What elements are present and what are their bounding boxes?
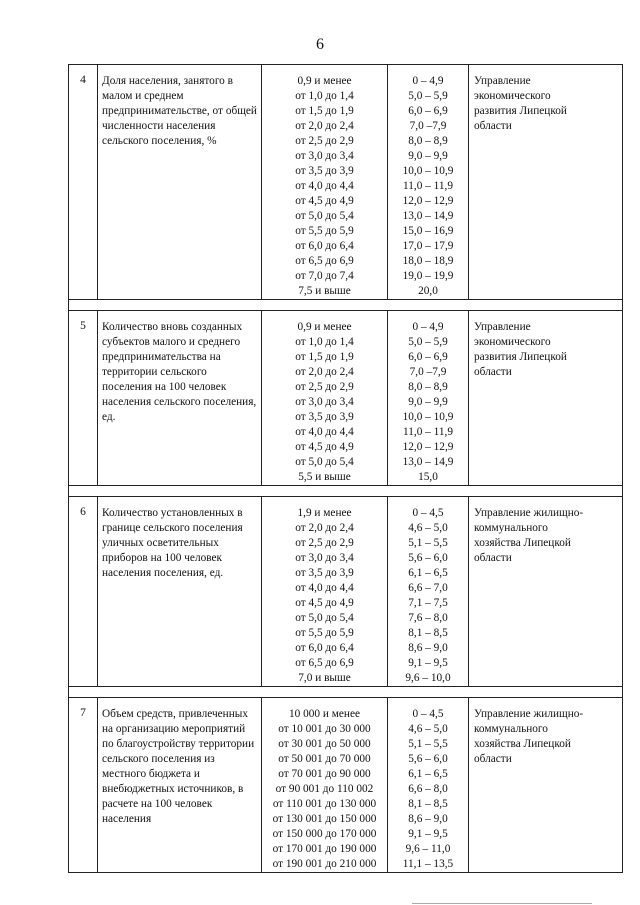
score-ranges [388,497,469,687]
score-item: 5,1 – 5,5 [408,738,448,750]
score-ranges [388,698,469,873]
range-item: от 2,5 до 2,9 [295,537,354,549]
department-line: коммунального [474,522,548,534]
range-item: от 3,5 до 3,9 [295,567,354,579]
department-line: Управление жилищно- [474,507,584,519]
score-ranges [388,65,469,300]
score-item: 12,0 – 12,9 [402,195,454,207]
range-item: от 3,0 до 3,4 [295,150,354,162]
value-ranges [262,65,388,300]
page-number: 6 [316,36,324,53]
department-line: области [474,552,512,564]
range-item: от 5,5 до 5,9 [295,627,354,639]
score-item: 8,0 – 8,9 [408,135,448,147]
score-item: 9,1 – 9,5 [408,828,448,840]
row-number: 7 [69,698,98,873]
range-item: от 6,0 до 6,4 [295,240,354,252]
range-item: 1,9 и менее [297,507,352,519]
score-item: 15,0 – 16,9 [402,225,454,237]
department-line: хозяйства Липецкой [474,738,571,750]
range-item: от 4,0 до 4,4 [295,426,354,438]
score-item: 9,6 – 10,0 [405,672,451,684]
score-ranges [388,311,469,486]
score-item: 17,0 – 17,9 [402,240,454,252]
responsible-department [469,311,623,486]
indicator-name: Объем средств, привлеченных на организацию мероприятий по благоустройству территории сельского поселения из местного бюджета и внебюджетных источников, в расчете на 100 человек населения [98,698,262,873]
score-item: 4,6 – 5,0 [408,723,448,735]
department-line: экономического [474,90,551,102]
score-item: 5,0 – 5,9 [408,336,448,348]
range-item: от 30 001 до 50 000 [278,738,371,750]
score-item: 8,6 – 9,0 [408,813,448,825]
range-item: от 1,0 до 1,4 [295,336,354,348]
range-item: от 2,0 до 2,4 [295,366,354,378]
indicator-name: Количество установленных в границе сельского поселения уличных осветительных приборов на 100 человек населения поселения, ед. [98,497,262,687]
row-number: 5 [69,311,98,486]
department-line: Управление жилищно- [474,708,584,720]
score-item: 6,0 – 6,9 [408,351,448,363]
score-item: 10,0 – 10,9 [402,411,454,423]
department-line: развития Липецкой [474,351,567,363]
range-item: от 5,5 до 5,9 [295,225,354,237]
row-number: 4 [69,65,98,300]
score-item: 7,0 –7,9 [409,120,447,132]
score-item: 12,0 – 12,9 [402,441,454,453]
range-item: от 10 001 до 30 000 [278,723,371,735]
department-line: Управление [474,321,531,333]
score-item: 9,1 – 9,5 [408,657,448,669]
score-item: 6,1 – 6,5 [408,567,448,579]
row-number: 6 [69,497,98,687]
score-item: 19,0 – 19,9 [402,270,454,282]
row-gap [69,687,623,698]
range-item: от 2,0 до 2,4 [295,522,354,534]
score-item: 8,1 – 8,5 [408,798,448,810]
range-item: от 170 001 до 190 000 [272,843,377,855]
range-item: 0,9 и менее [297,321,352,333]
score-item: 20,0 [418,285,438,297]
score-item: 4,6 – 5,0 [408,522,448,534]
score-item: 13,0 – 14,9 [402,210,454,222]
score-item: 0 – 4,9 [412,321,444,333]
range-item: от 130 001 до 150 000 [272,813,377,825]
range-item: 7,5 и выше [298,285,351,297]
score-item: 11,0 – 11,9 [403,426,453,438]
score-item: 9,6 – 11,0 [405,843,451,855]
value-ranges [262,311,388,486]
range-item: от 2,5 до 2,9 [295,381,354,393]
score-item: 7,0 –7,9 [409,366,447,378]
score-item: 18,0 – 18,9 [402,255,454,267]
score-item: 15,0 [418,471,438,483]
score-item: 13,0 – 14,9 [402,456,454,468]
range-item: от 3,0 до 3,4 [295,552,354,564]
table-row [69,311,623,486]
range-item: от 4,5 до 4,9 [295,597,354,609]
range-item: от 4,0 до 4,4 [295,180,354,192]
responsible-department [469,65,623,300]
department-line: области [474,366,512,378]
range-item: от 1,0 до 1,4 [295,90,354,102]
range-item: от 150 000 до 170 000 [272,828,377,840]
bottom-rule [412,903,592,904]
score-item: 6,0 – 6,9 [408,105,448,117]
score-item: 6,6 – 8,0 [408,783,448,795]
criteria-table [68,64,623,873]
range-item: от 50 001 до 70 000 [278,753,371,765]
score-item: 0 – 4,9 [412,75,444,87]
range-item: от 2,5 до 2,9 [295,135,354,147]
indicator-name: Доля населения, занятого в малом и среднем предпринимательстве, от общей численности населения сельского поселения, % [98,65,262,300]
department-line: экономического [474,336,551,348]
responsible-department [469,497,623,687]
range-item: от 2,0 до 2,4 [295,120,354,132]
department-line: Управление [474,75,531,87]
range-item: от 1,5 до 1,9 [295,105,354,117]
range-item: от 190 001 до 210 000 [272,858,377,870]
table-row [69,497,623,687]
range-item: от 70 001 до 90 000 [278,768,371,780]
range-item: от 3,5 до 3,9 [295,165,354,177]
row-gap [69,486,623,497]
range-item: от 6,5 до 6,9 [295,255,354,267]
range-item: от 6,0 до 6,4 [295,642,354,654]
score-item: 7,1 – 7,5 [408,597,448,609]
score-item: 8,0 – 8,9 [408,381,448,393]
department-line: развития Липецкой [474,105,567,117]
score-item: 7,6 – 8,0 [408,612,448,624]
range-item: от 5,0 до 5,4 [295,456,354,468]
score-item: 5,6 – 6,0 [408,552,448,564]
department-line: области [474,120,512,132]
department-line: коммунального [474,723,548,735]
value-ranges [262,698,388,873]
range-item: 7,0 и выше [298,672,351,684]
range-item: от 4,0 до 4,4 [295,582,354,594]
range-item: 0,9 и менее [297,75,352,87]
score-item: 5,6 – 6,0 [408,753,448,765]
score-item: 8,1 – 8,5 [408,627,448,639]
range-item: от 3,0 до 3,4 [295,396,354,408]
range-item: от 5,0 до 5,4 [295,612,354,624]
row-gap [69,300,623,311]
table-row [69,698,623,873]
score-item: 11,0 – 11,9 [403,180,453,192]
score-item: 5,1 – 5,5 [408,537,448,549]
score-item: 11,1 – 13,5 [402,858,454,870]
range-item: от 6,5 до 6,9 [295,657,354,669]
range-item: от 1,5 до 1,9 [295,351,354,363]
score-item: 0 – 4,5 [412,708,444,720]
range-item: от 7,0 до 7,4 [295,270,354,282]
value-ranges [262,497,388,687]
range-item: от 4,5 до 4,9 [295,441,354,453]
range-item: 5,5 и выше [298,471,351,483]
responsible-department [469,698,623,873]
department-line: хозяйства Липецкой [474,537,571,549]
score-item: 10,0 – 10,9 [402,165,454,177]
range-item: 10 000 и менее [289,708,360,720]
range-item: от 3,5 до 3,9 [295,411,354,423]
score-item: 9,0 – 9,9 [408,150,448,162]
score-item: 9,0 – 9,9 [408,396,448,408]
score-item: 8,6 – 9,0 [408,642,448,654]
score-item: 5,0 – 5,9 [408,90,448,102]
score-item: 6,1 – 6,5 [408,768,448,780]
range-item: от 90 001 до 110 002 [275,783,374,795]
score-item: 0 – 4,5 [412,507,444,519]
range-item: от 5,0 до 5,4 [295,210,354,222]
table-row [69,65,623,300]
range-item: от 110 001 до 130 000 [272,798,377,810]
department-line: области [474,753,512,765]
range-item: от 4,5 до 4,9 [295,195,354,207]
indicator-name: Количество вновь созданных субъектов малого и среднего предпринимательства на территории сельского поселения на 100 человек населения сельского поселения, ед. [98,311,262,486]
score-item: 6,6 – 7,0 [408,582,448,594]
